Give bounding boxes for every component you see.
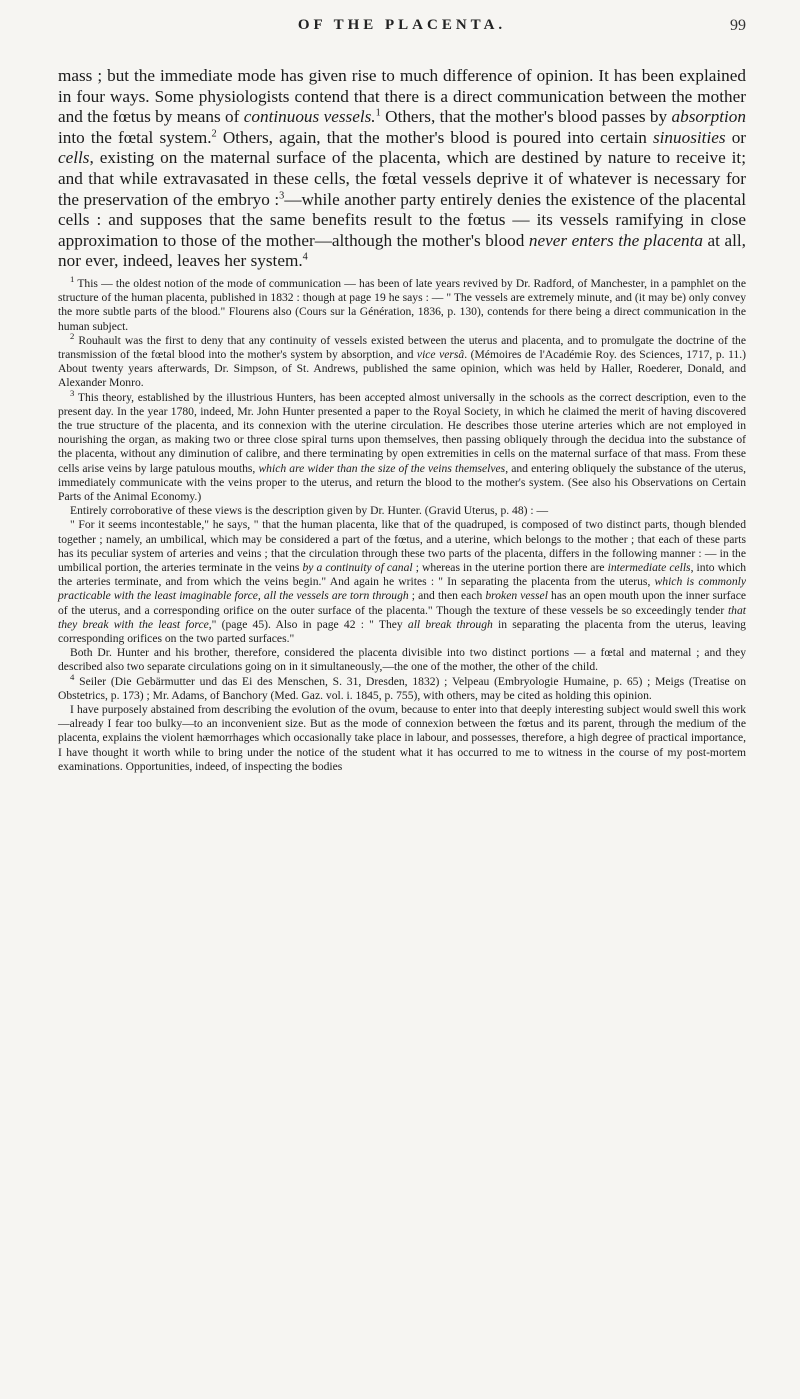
footnote-3-conclusion — [58, 646, 746, 674]
footnote-text: has an open mouth upon the inner surface of the uterus, and a corresponding orifice on the outer surface of the placenta." Though the texture of these vessels be so exceedingly tender — [58, 589, 746, 617]
emphasis: all break through — [407, 617, 493, 631]
text-span: , existing on the maternal surface of the placenta, which are destined by nature to receive it; and that while extravasated in these cells, the fœtal vessels deprive it of whatever is necessary for the preservation of the embryo : — [58, 148, 746, 209]
footnote-4 — [58, 671, 746, 703]
footnote-text: Rouhault was the first to deny that any continuity of vessels existed between the uterus and placenta, and to promulgate the doctrine of the transmission of the fœtal blood into the mother's system by absorption, and — [58, 333, 746, 361]
emphasis-absorption: absorption — [671, 107, 746, 127]
footnote-ref-1: 1 — [375, 107, 381, 119]
footnote-marker: 2 — [70, 330, 75, 341]
emphasis-sinuosities: sinuosities — [652, 127, 726, 147]
emphasis: that they break with the least force — [58, 603, 746, 631]
text-span: at all, nor ever, indeed, leaves her system. — [58, 230, 746, 271]
footnote-text: ; whereas in the uterine portion there are — [412, 561, 608, 574]
emphasis-never-enters: never enters the placenta — [528, 230, 703, 250]
footnote-text: " For it seems incontestable," he says, " that the human placenta, like that of the quadruped, is composed of two distinct parts, though blended together ; namely, an umbilical, which may be considered a part of the fœtus, and a uterine, which belongs to the mother ; that each of these parts has its peculiar system of arteries and veins ; that the circulation through these two parts of the placenta, differs in the following manner : — in the umbilical portion, the arteries terminate in the veins — [58, 518, 746, 574]
footnote-marker: 4 — [70, 671, 75, 682]
footnotes — [58, 274, 747, 774]
text-span: Others, again, that the mother's blood is poured into certain — [216, 127, 653, 147]
footnote-marker: 1 — [70, 274, 75, 285]
emphasis: broken vessel — [485, 589, 548, 603]
main-paragraph — [58, 66, 746, 272]
footnote-text: I have purposely abstained from describing the evolution of the ovum, because to enter into that deeply interesting subject would swell this work—already I fear too bulky—to an inconvenient size. But as the mode of connexion between the fœtus and its parent, through the medium of the placenta, explains the violent hæmorrhages which occasionally take place in labour, and possesses, therefore, a high degree of practical importance, I have thought it worth while to bring under the notice of the student what it has occurred to me to witness in the course of my post-mortem examinations. Opportunities, indeed, of inspecting the bodies — [58, 703, 746, 773]
emphasis-continuous-vessels: continuous vessels. — [243, 107, 376, 127]
footnote-ref-3: 3 — [279, 189, 285, 201]
footnote-4-cont — [58, 703, 746, 774]
footnote-text: , into which the arteries terminate, and from which the veins begin." And again he writes : " In separating the placenta from the uterus, — [58, 561, 746, 589]
emphasis: intermediate cells — [607, 561, 691, 574]
emphasis-cells: cells — [58, 148, 90, 168]
text-span: into the fœtal system. — [58, 127, 212, 147]
footnote-text: in separating the placenta from the uterus, leaving corresponding orifices on the two parted surfaces." — [58, 617, 746, 646]
text-span: Others, that the mother's blood passes by — [380, 107, 672, 127]
footnote-text: Entirely corroborative of these views is the description given by Dr. Hunter. (Gravid Uterus, p. 48) : — — [70, 504, 549, 518]
footnote-text: . (Mémoires de l'Académie Roy. des Sciences, 1717, p. 11.) About twenty years afterwards, Dr. Simpson, of St. Andrews, published the same opinion, which was held by Haller, Roederer, Donald, and Alexander Monro. — [58, 347, 746, 390]
page-number: 99 — [730, 17, 746, 34]
footnote-text: This theory, established by the illustrious Hunters, has been accepted almost universally in the schools as the correct description, even to the present day. In the year 1780, indeed, Mr. John Hunter presented a paper to the Royal Society, in which he claimed the merit of having discovered the true structure of the placenta, and its connexion with the uterine circulation. He describes those uterine arteries which are not employed in nourishing the organ, as making two or three close spiral turns upon themselves, then passing obliquely through the decidua into the substance of the placenta, without any diminution of calibre, and there terminating by open extremities in cells on the maternal surface of that mass. From these cells arise veins by large patulous mouths, — [58, 390, 746, 475]
text-span: mass ; but the immediate mode has given rise to much difference of opinion. It has been explained in four ways. Some physiologists contend that there is a direct communication between the mother and the fœtus by means of — [58, 66, 746, 127]
footnote-text: Both Dr. Hunter and his brother, therefore, considered the placenta divisible into two distinct portions — a fœtal and maternal ; and they described also two separate circulations going on in it simultaneously,—the one of the mother, the other of the child. — [58, 646, 746, 674]
text-span: —while another party entirely denies the existence of the placental cells : and supposes that the same benefits result to the fœtus — its vessels ramifying in close approximation to those of the mother—although the mother's blood — [58, 189, 746, 250]
footnote-text: ," (page 45). Also in page 42 : " They — [208, 617, 408, 631]
footnote-marker: 3 — [70, 387, 75, 398]
footnote-text: ; and then each — [408, 589, 486, 603]
footnote-3-cont — [58, 504, 746, 518]
emphasis: which is commonly practicable with the least imaginable force, all the vessels are torn through — [58, 575, 747, 603]
running-head — [58, 17, 746, 43]
text-span: or — [725, 127, 747, 147]
emphasis: vice versâ — [416, 347, 465, 361]
footnote-text: , and entering obliquely the substance of the uterus, immediately communicate with the veins proper to the uterus, and return the blood to the mother's system. (See also his Observations on Certain Parts of the Animal Economy.) — [58, 461, 746, 503]
footnote-3 — [58, 387, 746, 505]
footnote-3-quote — [58, 518, 746, 646]
footnote-2 — [58, 330, 746, 391]
emphasis: by a continuity of canal — [302, 561, 413, 574]
footnote-ref-2: 2 — [211, 128, 217, 140]
footnote-text: This — the oldest notion of the mode of communication — has been of late years revived by Dr. Radford, of Manchester, in a pamphlet on the structure of the human placenta, published in 1832 : though at page 19 he says : — " The vessels are extremely minute, and (it may be) only convey the more subtle parts of the blood." Flourens also (Cours sur la Génération, 1836, p. 130), contends for there being a direct communication in the human subject. — [58, 276, 746, 333]
emphasis: which are wider than the size of the veins themselves — [258, 461, 506, 475]
footnote-1 — [58, 274, 746, 334]
footnote-text: Seiler (Die Gebärmutter und das Ei des Menschen, S. 31, Dresden, 1832) ; Velpeau (Embryologie Humaine, p. 65) ; Meigs (Treatise on Obstetrics, p. 173) ; Mr. Adams, of Banchory (Med. Gaz. vol. i. 1845, p. 755), with others, may be cited as holding this opinion. — [58, 674, 746, 702]
running-title: OF THE PLACENTA. — [297, 17, 507, 33]
main-text — [58, 66, 746, 272]
footnote-ref-4: 4 — [302, 251, 308, 263]
